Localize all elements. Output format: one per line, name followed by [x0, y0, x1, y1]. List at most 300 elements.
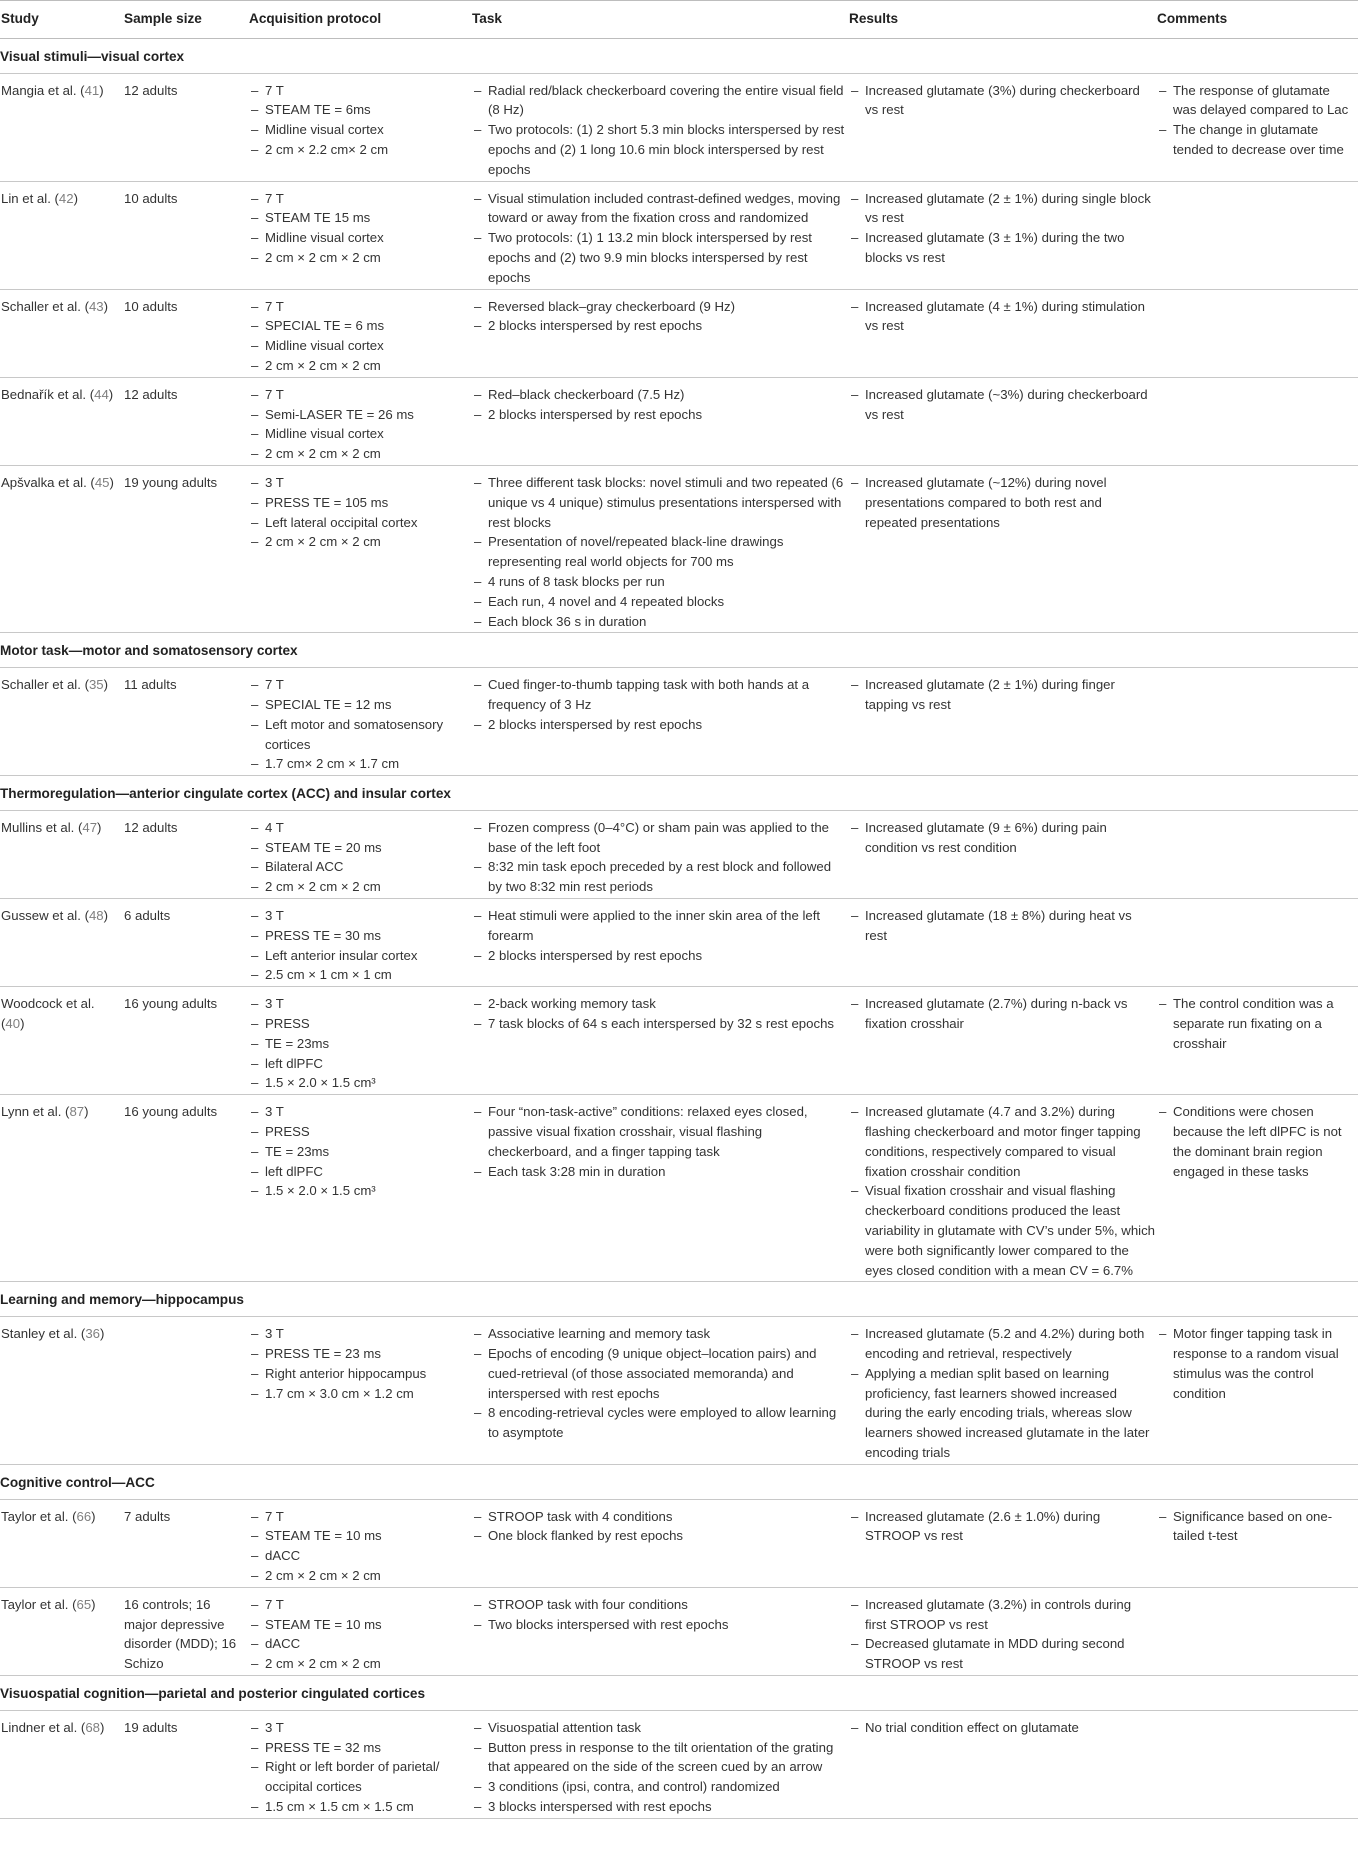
study-name: Apšvalka et al. — [1, 474, 87, 490]
column-header-study: Study — [0, 1, 124, 39]
task-cell — [472, 73, 849, 181]
column-header-task: Task — [472, 1, 849, 39]
task-list — [472, 1718, 847, 1817]
protocol-cell — [249, 1710, 472, 1818]
task-list — [472, 1102, 847, 1181]
list-item: – No trial condition effect on glutamate — [849, 1718, 1155, 1738]
list-item: – Visual fixation crosshair and visual flashing checkerboard conditions produced the least variability in glutamate with CV’s under 5%, which were both significantly lower compared to the eyes closed condition with a mean CV = 6.7% — [849, 1181, 1155, 1280]
reference-link[interactable]: 44 — [94, 386, 109, 402]
table-row — [0, 987, 1358, 1095]
results-list — [849, 1595, 1155, 1674]
list-item: – Frozen compress (0–4°C) or sham pain was applied to the base of the left foot — [472, 818, 847, 858]
sample-size-cell: 12 adults — [124, 377, 249, 465]
study-name: Taylor et al. — [1, 1508, 69, 1524]
column-header-acquisition-protocol: Acquisition protocol — [249, 1, 472, 39]
section-title: Visuospatial cognition—parietal and posterior cingulated cortices — [0, 1675, 1358, 1710]
study-name: Taylor et al. — [1, 1596, 69, 1612]
study-name: Mangia et al. — [1, 82, 77, 98]
task-cell — [472, 289, 849, 377]
results-cell — [849, 1095, 1157, 1282]
list-item: – 1.7 cm× 2 cm × 1.7 cm — [249, 754, 470, 774]
list-item: – The response of glutamate was delayed compared to Lac — [1157, 81, 1356, 121]
table-row — [0, 181, 1358, 289]
list-item: – left dlPFC — [249, 1162, 470, 1182]
list-item: – Radial red/black checkerboard covering the entire visual field (8 Hz) — [472, 81, 847, 121]
list-item: – 2 blocks interspersed by rest epochs — [472, 946, 847, 966]
list-item: – 7 T — [249, 1595, 470, 1615]
sample-size-cell: 12 adults — [124, 73, 249, 181]
list-item: – 3 conditions (ipsi, contra, and control) randomized — [472, 1777, 847, 1797]
list-item: – Left motor and somatosensory cortices — [249, 715, 470, 755]
task-cell — [472, 181, 849, 289]
list-item: – 1.7 cm × 3.0 cm × 1.2 cm — [249, 1384, 470, 1404]
protocol-list — [249, 1718, 470, 1817]
list-item: – TE = 23ms — [249, 1142, 470, 1162]
list-item: – Decreased glutamate in MDD during second STROOP vs rest — [849, 1634, 1155, 1674]
protocol-cell — [249, 810, 472, 898]
reference-link[interactable]: 47 — [82, 819, 98, 835]
list-item: – Presentation of novel/repeated black-line drawings representing real world objects for 700 ms — [472, 532, 847, 572]
section-header-row — [0, 1464, 1358, 1499]
comments-cell — [1157, 987, 1358, 1095]
results-list — [849, 1324, 1155, 1463]
list-item: – 3 T — [249, 1718, 470, 1738]
study-name: Schaller et al. — [1, 677, 81, 693]
results-list — [849, 1718, 1155, 1738]
list-item: – Increased glutamate (3.2%) in controls during first STROOP vs rest — [849, 1595, 1155, 1635]
sample-size-cell: 10 adults — [124, 181, 249, 289]
sample-size-cell — [124, 1317, 249, 1465]
list-item: – 7 task blocks of 64 s each interspersed by 32 s rest epochs — [472, 1014, 847, 1034]
list-item: – One block flanked by rest epochs — [472, 1526, 847, 1546]
protocol-list — [249, 818, 470, 897]
study-cell: Mullins et al. (47) — [0, 810, 124, 898]
results-list — [849, 675, 1155, 715]
task-list — [472, 818, 847, 897]
list-item: – Increased glutamate (3%) during checkerboard vs rest — [849, 81, 1155, 121]
table-row — [0, 810, 1358, 898]
task-list — [472, 906, 847, 965]
list-item: – 8 encoding-retrieval cycles were employed to allow learning to asymptote — [472, 1403, 847, 1443]
table-row — [0, 73, 1358, 181]
sample-size-cell: 16 young adults — [124, 1095, 249, 1282]
list-item: – 7 T — [249, 81, 470, 101]
study-name: Lynn et al. — [1, 1104, 62, 1120]
list-item: – Midline visual cortex — [249, 120, 470, 140]
protocol-list — [249, 906, 470, 985]
task-list — [472, 297, 847, 337]
list-item: – Increased glutamate (4.7 and 3.2%) during flashing checkerboard and motor finger tapping conditions, respectively compared to visual fixation crosshair condition — [849, 1102, 1155, 1181]
protocol-list — [249, 675, 470, 774]
column-header-results: Results — [849, 1, 1157, 39]
task-cell — [472, 1710, 849, 1818]
table-row — [0, 1499, 1358, 1587]
task-cell — [472, 1499, 849, 1587]
protocol-cell — [249, 289, 472, 377]
list-item: – The change in glutamate tended to decrease over time — [1157, 120, 1356, 160]
list-item: – STEAM TE = 10 ms — [249, 1615, 470, 1635]
results-cell — [849, 1317, 1157, 1465]
comments-cell — [1157, 1499, 1358, 1587]
results-cell — [849, 465, 1157, 632]
task-cell — [472, 465, 849, 632]
list-item: – STEAM TE = 20 ms — [249, 838, 470, 858]
list-item: – 3 T — [249, 906, 470, 926]
comments-list — [1157, 81, 1356, 160]
comments-cell — [1157, 465, 1358, 632]
reference-link[interactable]: 66 — [76, 1508, 92, 1524]
comments-cell — [1157, 1710, 1358, 1818]
reference-link[interactable]: 65 — [76, 1596, 92, 1612]
list-item: – PRESS — [249, 1014, 470, 1034]
list-item: – 2-back working memory task — [472, 994, 847, 1014]
comments-cell — [1157, 1317, 1358, 1465]
list-item: – 2 blocks interspersed by rest epochs — [472, 405, 847, 425]
list-item: – Increased glutamate (2.6 ± 1.0%) during STROOP vs rest — [849, 1507, 1155, 1547]
list-item: – 8:32 min task epoch preceded by a rest block and followed by two 8:32 min rest periods — [472, 857, 847, 897]
list-item: – STEAM TE = 6ms — [249, 100, 470, 120]
table-row — [0, 1587, 1358, 1675]
results-cell — [849, 810, 1157, 898]
study-name: Bednařík et al. — [1, 386, 87, 402]
list-item: – 1.5 cm × 1.5 cm × 1.5 cm — [249, 1797, 470, 1817]
section-header-row — [0, 776, 1358, 811]
list-item: – Increased glutamate (9 ± 6%) during pain condition vs rest condition — [849, 818, 1155, 858]
task-cell — [472, 377, 849, 465]
list-item: – PRESS — [249, 1122, 470, 1142]
study-cell: Lindner et al. (68) — [0, 1710, 124, 1818]
list-item: – PRESS TE = 32 ms — [249, 1738, 470, 1758]
reference-link[interactable]: 41 — [84, 82, 100, 98]
results-cell — [849, 181, 1157, 289]
sample-size-cell: 19 young adults — [124, 465, 249, 632]
comments-list — [1157, 994, 1356, 1053]
list-item: – 3 T — [249, 1102, 470, 1122]
reference-link[interactable]: 45 — [94, 474, 110, 490]
list-item: – Increased glutamate (2 ± 1%) during finger tapping vs rest — [849, 675, 1155, 715]
table-row — [0, 289, 1358, 377]
protocol-cell — [249, 1317, 472, 1465]
list-item: – Two blocks interspersed with rest epochs — [472, 1615, 847, 1635]
sample-size-cell: 12 adults — [124, 810, 249, 898]
results-cell — [849, 377, 1157, 465]
study-name: Woodcock et al. — [1, 996, 95, 1012]
list-item: – PRESS TE = 23 ms — [249, 1344, 470, 1364]
list-item: – 1.5 × 2.0 × 1.5 cm³ — [249, 1181, 470, 1201]
protocol-cell — [249, 73, 472, 181]
list-item: – Right anterior hippocampus — [249, 1364, 470, 1384]
reference-link[interactable]: 48 — [88, 908, 104, 924]
list-item: – Each block 36 s in duration — [472, 612, 847, 632]
list-item: – 2 cm × 2.2 cm× 2 cm — [249, 140, 470, 160]
list-item: – Three different task blocks: novel stimuli and two repeated (6 unique vs 4 unique) stimulus presentations interspersed with rest blocks — [472, 473, 847, 532]
list-item: – STEAM TE 15 ms — [249, 208, 470, 228]
list-item: – Applying a median split based on learning proficiency, fast learners showed increased during the early encoding trials, whereas slow learners showed increased glutamate in the later encoding trials — [849, 1364, 1155, 1463]
list-item: – SPECIAL TE = 12 ms — [249, 695, 470, 715]
sample-size-cell: 6 adults — [124, 899, 249, 987]
list-item: – 3 T — [249, 473, 470, 493]
protocol-cell — [249, 1095, 472, 1282]
study-cell: Schaller et al. (43) — [0, 289, 124, 377]
results-cell — [849, 987, 1157, 1095]
list-item: – Bilateral ACC — [249, 857, 470, 877]
study-name: Lindner et al. — [1, 1719, 78, 1735]
results-list — [849, 906, 1155, 946]
section-title: Cognitive control—ACC — [0, 1464, 1358, 1499]
protocol-list — [249, 1324, 470, 1403]
task-list — [472, 81, 847, 180]
list-item: – 7 T — [249, 297, 470, 317]
protocol-list — [249, 81, 470, 160]
section-title: Motor task—motor and somatosensory cortex — [0, 633, 1358, 668]
list-item: – Increased glutamate (~12%) during novel presentations compared to both rest and repeated presentations — [849, 473, 1155, 532]
list-item: – 2 cm × 2 cm × 2 cm — [249, 356, 470, 376]
list-item: – Increased glutamate (2.7%) during n-back vs fixation crosshair — [849, 994, 1155, 1034]
sample-size-cell: 11 adults — [124, 668, 249, 776]
study-name: Gussew et al. — [1, 908, 81, 924]
comments-cell — [1157, 181, 1358, 289]
comments-list — [1157, 1324, 1356, 1403]
list-item: – Increased glutamate (18 ± 8%) during heat vs rest — [849, 906, 1155, 946]
list-item: – Each run, 4 novel and 4 repeated blocks — [472, 592, 847, 612]
results-list — [849, 473, 1155, 532]
list-item: – PRESS TE = 105 ms — [249, 493, 470, 513]
task-list — [472, 675, 847, 734]
list-item: – 2 blocks interspersed by rest epochs — [472, 715, 847, 735]
sample-size-cell: 7 adults — [124, 1499, 249, 1587]
list-item: – 2 cm × 2 cm × 2 cm — [249, 1654, 470, 1674]
list-item: – Right or left border of parietal/ occipital cortices — [249, 1757, 470, 1797]
results-list — [849, 81, 1155, 121]
list-item: – 2 cm × 2 cm × 2 cm — [249, 248, 470, 268]
list-item: – Each task 3:28 min in duration — [472, 1162, 847, 1182]
reference-link[interactable]: 35 — [88, 677, 104, 693]
list-item: – 7 T — [249, 1507, 470, 1527]
section-title: Learning and memory—hippocampus — [0, 1282, 1358, 1317]
task-cell — [472, 899, 849, 987]
list-item: – dACC — [249, 1634, 470, 1654]
table-row — [0, 1317, 1358, 1465]
study-name: Schaller et al. — [1, 298, 81, 314]
task-list — [472, 189, 847, 288]
table-row — [0, 899, 1358, 987]
protocol-list — [249, 1102, 470, 1201]
protocol-list — [249, 473, 470, 552]
results-cell — [849, 1587, 1157, 1675]
study-cell: Gussew et al. (48) — [0, 899, 124, 987]
list-item: – Semi-LASER TE = 26 ms — [249, 405, 470, 425]
task-cell — [472, 810, 849, 898]
results-list — [849, 818, 1155, 858]
list-item: – Cued finger-to-thumb tapping task with both hands at a frequency of 3 Hz — [472, 675, 847, 715]
list-item: – Heat stimuli were applied to the inner skin area of the left forearm — [472, 906, 847, 946]
results-cell — [849, 668, 1157, 776]
list-item: – Midline visual cortex — [249, 424, 470, 444]
list-item: – Visual stimulation included contrast-defined wedges, moving toward or away from the fixation cross and randomized — [472, 189, 847, 229]
list-item: – Significance based on one-tailed t-test — [1157, 1507, 1356, 1547]
protocol-list — [249, 1507, 470, 1586]
list-item: – 2 blocks interspersed by rest epochs — [472, 316, 847, 336]
table-body — [0, 38, 1358, 1818]
list-item: – Left anterior insular cortex — [249, 946, 470, 966]
comments-list — [1157, 1507, 1356, 1547]
list-item: – Increased glutamate (2 ± 1%) during single block vs rest — [849, 189, 1155, 229]
study-cell: Woodcock et al. (40) — [0, 987, 124, 1095]
list-item: – 3 T — [249, 1324, 470, 1344]
study-cell: Bednařík et al. (44) — [0, 377, 124, 465]
sample-size-cell: 16 young adults — [124, 987, 249, 1095]
study-cell: Taylor et al. (65) — [0, 1587, 124, 1675]
results-cell — [849, 899, 1157, 987]
list-item: – 2 cm × 2 cm × 2 cm — [249, 877, 470, 897]
list-item: – The control condition was a separate run fixating on a crosshair — [1157, 994, 1356, 1053]
protocol-cell — [249, 899, 472, 987]
list-item: – Two protocols: (1) 1 13.2 min block interspersed by rest epochs and (2) two 9.9 min blocks interspersed by rest epochs — [472, 228, 847, 287]
list-item: – Increased glutamate (4 ± 1%) during stimulation vs rest — [849, 297, 1155, 337]
protocol-list — [249, 994, 470, 1093]
study-name: Lin et al. — [1, 190, 51, 206]
list-item: – PRESS TE = 30 ms — [249, 926, 470, 946]
list-item: – TE = 23ms — [249, 1034, 470, 1054]
results-cell — [849, 73, 1157, 181]
column-header-sample-size: Sample size — [124, 1, 249, 39]
section-header-row — [0, 38, 1358, 73]
list-item: – Increased glutamate (5.2 and 4.2%) during both encoding and retrieval, respectively — [849, 1324, 1155, 1364]
reference-link[interactable]: 68 — [85, 1719, 100, 1735]
study-name: Stanley et al. — [1, 1326, 78, 1342]
reference-link[interactable]: 87 — [69, 1104, 85, 1120]
comments-cell — [1157, 1095, 1358, 1282]
protocol-cell — [249, 1499, 472, 1587]
task-list — [472, 1595, 847, 1635]
reference-link[interactable]: 40 — [5, 1016, 21, 1032]
table-row — [0, 377, 1358, 465]
list-item: – SPECIAL TE = 6 ms — [249, 316, 470, 336]
task-list — [472, 994, 847, 1034]
protocol-list — [249, 189, 470, 268]
section-title: Thermoregulation—anterior cingulate cortex (ACC) and insular cortex — [0, 776, 1358, 811]
section-title: Visual stimuli—visual cortex — [0, 38, 1358, 73]
table-row — [0, 1095, 1358, 1282]
sample-size-cell: 16 controls; 16 major depressive disorder (MDD); 16 Schizo — [124, 1587, 249, 1675]
section-header-row — [0, 633, 1358, 668]
list-item: – Midline visual cortex — [249, 336, 470, 356]
list-item: – Two protocols: (1) 2 short 5.3 min blocks interspersed by rest epochs and (2) 1 long 10.6 min block interspersed by rest epochs — [472, 120, 847, 179]
task-cell — [472, 1587, 849, 1675]
protocol-list — [249, 385, 470, 464]
results-cell — [849, 1710, 1157, 1818]
protocol-cell — [249, 181, 472, 289]
study-cell: Apšvalka et al. (45) — [0, 465, 124, 632]
list-item: – 3 T — [249, 994, 470, 1014]
comments-cell — [1157, 289, 1358, 377]
table-row — [0, 668, 1358, 776]
reference-link[interactable]: 42 — [58, 190, 74, 206]
header-row — [0, 1, 1358, 39]
task-list — [472, 1324, 847, 1443]
table-row — [0, 1710, 1358, 1818]
list-item: – 2.5 cm × 1 cm × 1 cm — [249, 965, 470, 985]
reference-link[interactable]: 43 — [88, 298, 104, 314]
list-item: – left dlPFC — [249, 1054, 470, 1074]
list-item: – Motor finger tapping task in response to a random visual stimulus was the control condition — [1157, 1324, 1356, 1403]
sample-size-cell: 19 adults — [124, 1710, 249, 1818]
list-item: – 2 cm × 2 cm × 2 cm — [249, 444, 470, 464]
comments-list — [1157, 1102, 1356, 1181]
study-cell: Taylor et al. (66) — [0, 1499, 124, 1587]
list-item: – Button press in response to the tilt orientation of the grating that appeared on the side of the screen cued by an arrow — [472, 1738, 847, 1778]
protocol-list — [249, 297, 470, 376]
list-item: – 4 T — [249, 818, 470, 838]
results-list — [849, 189, 1155, 268]
protocol-cell — [249, 1587, 472, 1675]
comments-cell — [1157, 810, 1358, 898]
list-item: – Associative learning and memory task — [472, 1324, 847, 1344]
task-list — [472, 473, 847, 631]
sample-size-cell: 10 adults — [124, 289, 249, 377]
table-row — [0, 465, 1358, 632]
list-item: – STROOP task with four conditions — [472, 1595, 847, 1615]
list-item: – Midline visual cortex — [249, 228, 470, 248]
task-cell — [472, 1317, 849, 1465]
protocol-list — [249, 1595, 470, 1674]
protocol-cell — [249, 987, 472, 1095]
task-cell — [472, 668, 849, 776]
results-cell — [849, 289, 1157, 377]
results-cell — [849, 1499, 1157, 1587]
results-list — [849, 994, 1155, 1034]
protocol-cell — [249, 465, 472, 632]
list-item: – STROOP task with 4 conditions — [472, 1507, 847, 1527]
list-item: – 7 T — [249, 189, 470, 209]
list-item: – Red–black checkerboard (7.5 Hz) — [472, 385, 847, 405]
results-list — [849, 385, 1155, 425]
comments-cell — [1157, 899, 1358, 987]
list-item: – 7 T — [249, 385, 470, 405]
study-name: Mullins et al. — [1, 819, 75, 835]
list-item: – Four “non-task-active” conditions: relaxed eyes closed, passive visual fixation crosshair, visual flashing checkerboard, and a finger tapping task — [472, 1102, 847, 1161]
list-item: – Epochs of encoding (9 unique object–location pairs) and cued-retrieval (of those associated memoranda) and interspersed with rest epochs — [472, 1344, 847, 1403]
study-cell: Lynn et al. (87) — [0, 1095, 124, 1282]
study-cell: Mangia et al. (41) — [0, 73, 124, 181]
comments-cell — [1157, 73, 1358, 181]
task-cell — [472, 987, 849, 1095]
list-item: – Increased glutamate (~3%) during checkerboard vs rest — [849, 385, 1155, 425]
list-item: – Conditions were chosen because the left dlPFC is not the dominant brain region engaged in these tasks — [1157, 1102, 1356, 1181]
table-header — [0, 1, 1358, 39]
protocol-cell — [249, 668, 472, 776]
list-item: – 2 cm × 2 cm × 2 cm — [249, 1566, 470, 1586]
list-item: – 3 blocks interspersed with rest epochs — [472, 1797, 847, 1817]
results-list — [849, 1507, 1155, 1547]
study-cell: Schaller et al. (35) — [0, 668, 124, 776]
list-item: – 1.5 × 2.0 × 1.5 cm³ — [249, 1073, 470, 1093]
reference-link[interactable]: 36 — [85, 1326, 100, 1342]
section-header-row — [0, 1282, 1358, 1317]
comments-cell — [1157, 377, 1358, 465]
list-item: – Increased glutamate (3 ± 1%) during the two blocks vs rest — [849, 228, 1155, 268]
protocol-cell — [249, 377, 472, 465]
task-cell — [472, 1095, 849, 1282]
task-list — [472, 1507, 847, 1547]
list-item: – Visuospatial attention task — [472, 1718, 847, 1738]
column-header-comments: Comments — [1157, 1, 1358, 39]
comments-cell — [1157, 1587, 1358, 1675]
list-item: – STEAM TE = 10 ms — [249, 1526, 470, 1546]
task-list — [472, 385, 847, 425]
study-cell: Stanley et al. (36) — [0, 1317, 124, 1465]
results-list — [849, 297, 1155, 337]
